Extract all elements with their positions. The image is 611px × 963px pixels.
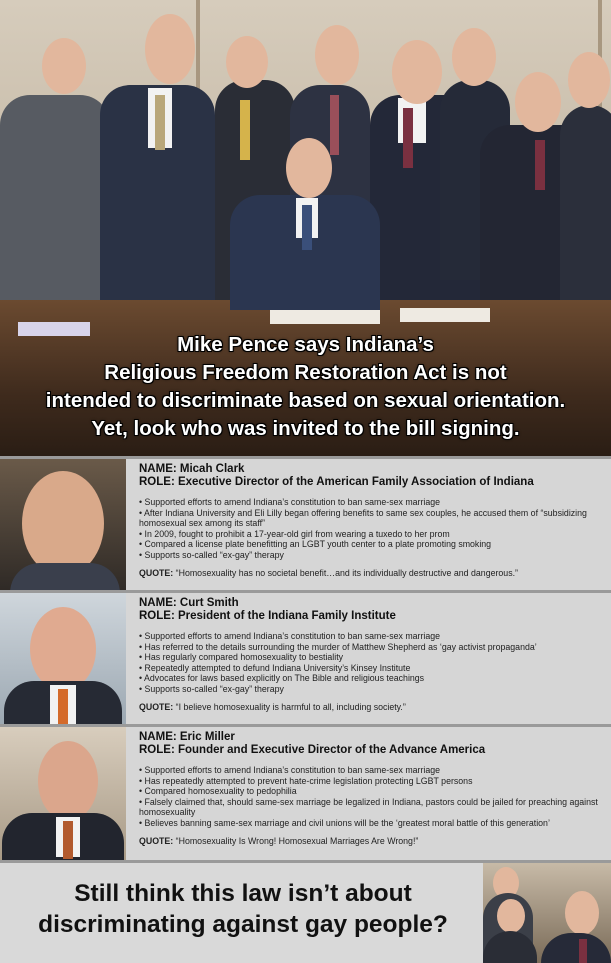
list-item: • After Indiana University and Eli Lilly began offering benefits to same sex couples, he accused them of “subsidizing homosexual sex among its staff”: [139, 508, 605, 529]
profile-bullet-list: [139, 631, 605, 695]
profile-quote: [139, 568, 605, 579]
profile-quote: [139, 836, 605, 847]
profile-name: NAME: Micah Clark: [139, 463, 245, 475]
closing-line-1: Still think this law isn’t about: [74, 880, 412, 907]
profile-bullet-list: [139, 497, 605, 561]
portrait-photo: [0, 459, 126, 590]
profile-role: ROLE: Founder and Executive Director of the Advance America: [139, 744, 486, 756]
list-item: • Believes banning same-sex marriage and civil unions will be the ‘greatest moral battle of this generation’: [139, 818, 605, 829]
list-item: • Has repeatedly attempted to prevent hate-crime legislation protecting LGBT persons: [139, 776, 605, 787]
quote-label: QUOTE:: [139, 835, 174, 846]
list-item: • Compared a license plate benefitting an LGBT youth center to a plate promoting smoking: [139, 539, 605, 550]
headline-line-3: intended to discriminate based on sexual orientation.: [45, 389, 566, 412]
closing-line-2: discriminating against gay people?: [38, 911, 448, 938]
profile-curt-smith: [0, 590, 611, 724]
attendees-thumbnail-photo: [483, 863, 611, 963]
list-item: • Supports so-called “ex-gay” therapy: [139, 684, 605, 695]
headline-line-2: Religious Freedom Restoration Act is not: [104, 361, 507, 384]
profile-micah-clark: [0, 456, 611, 590]
quote-text: “Homosexuality Is Wrong! Homosexual Marriages Are Wrong!”: [175, 835, 419, 846]
portrait-photo: [0, 593, 126, 724]
profile-name: NAME: Eric Miller: [139, 731, 235, 743]
list-item: • Supported efforts to amend Indiana’s constitution to ban same-sex marriage: [139, 497, 605, 508]
list-item: • Supported efforts to amend Indiana’s constitution to ban same-sex marriage: [139, 631, 605, 642]
list-item: • Has regularly compared homosexuality to bestiality: [139, 652, 605, 663]
profile-eric-miller: [0, 724, 611, 860]
profile-name: NAME: Curt Smith: [139, 597, 239, 609]
list-item: • Falsely claimed that, should same-sex marriage be legalized in Indiana, pastors could be jailed for preaching against homosexuality: [139, 797, 605, 818]
profile-quote: [139, 702, 605, 713]
list-item: • Advocates for laws based explicitly on The Bible and religious teachings: [139, 673, 605, 684]
quote-label: QUOTE:: [139, 701, 174, 712]
profile-role: ROLE: President of the Indiana Family Institute: [139, 610, 396, 622]
closing-question: [8, 878, 478, 940]
profile-bullet-list: [139, 765, 605, 829]
quote-label: QUOTE:: [139, 567, 174, 578]
quote-text: “Homosexuality has no societal benefit…and its individually destructive and dangerous.”: [175, 567, 518, 578]
list-item: • Repeatedly attempted to defund Indiana University’s Kinsey Institute: [139, 663, 605, 674]
bill-signing-photo: [0, 0, 611, 456]
list-item: • Supports so-called “ex-gay” therapy: [139, 550, 605, 561]
list-item: • Supported efforts to amend Indiana’s constitution to ban same-sex marriage: [139, 765, 605, 776]
portrait-photo: [0, 727, 126, 860]
closing-banner: [0, 860, 611, 963]
list-item: • In 2009, fought to prohibit a 17-year-old girl from wearing a tuxedo to her prom: [139, 529, 605, 540]
profile-role: ROLE: Executive Director of the American Family Association of Indiana: [139, 476, 534, 488]
quote-text: “I believe homosexuality is harmful to all, including society.”: [175, 701, 406, 712]
list-item: • Has referred to the details surrounding the murder of Matthew Shepherd as ‘gay activist propaganda’: [139, 642, 605, 653]
headline-line-1: Mike Pence says Indiana’s: [177, 333, 434, 356]
list-item: • Compared homosexuality to pedophilia: [139, 786, 605, 797]
headline-line-4: Yet, look who was invited to the bill signing.: [91, 417, 520, 440]
